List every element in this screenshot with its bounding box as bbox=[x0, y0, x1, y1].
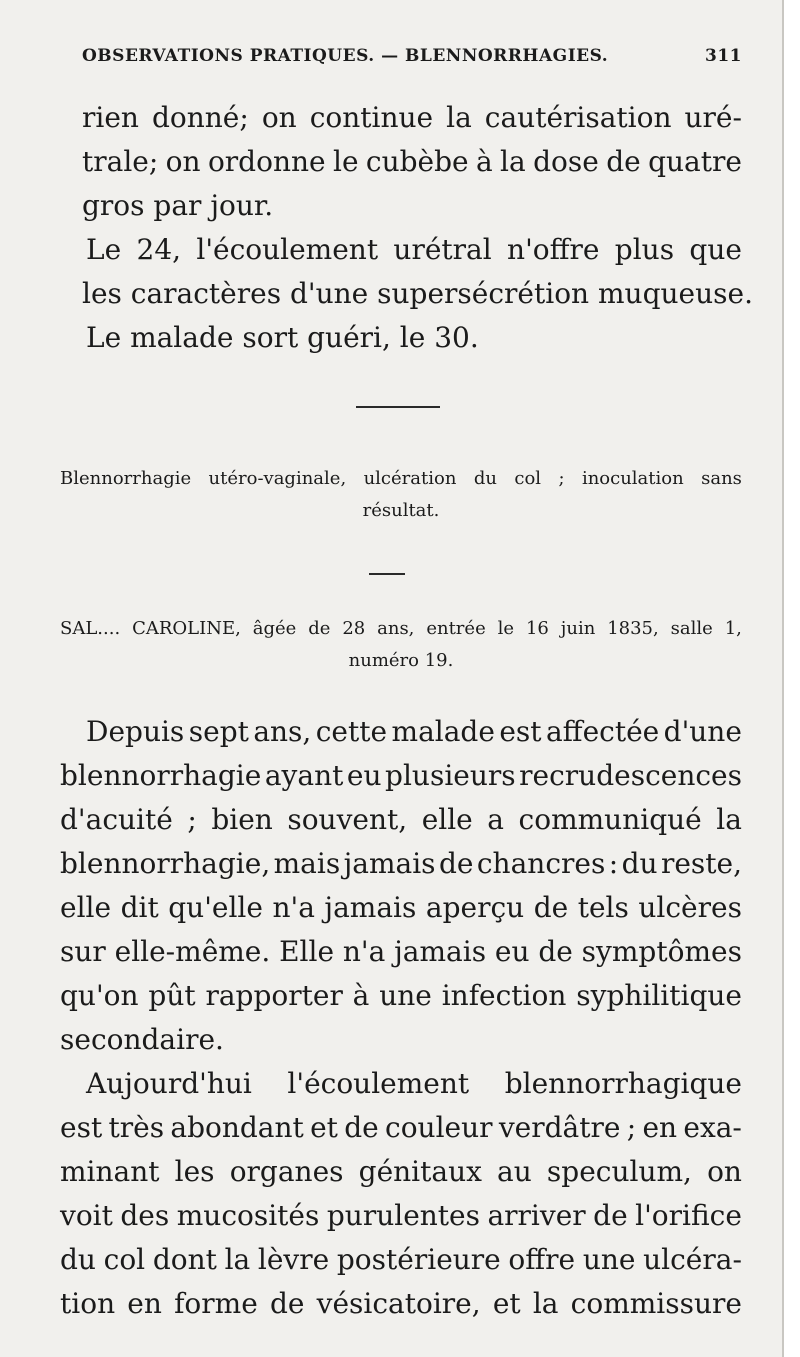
text-line: Depuis sept ans, cette malade est affectée d'une bbox=[86, 715, 742, 748]
text-line: les caractères d'une supersécrétion muqueuse. bbox=[82, 277, 753, 310]
text-line: tion en forme de vésicatoire, et la commissure bbox=[60, 1287, 742, 1320]
patient-info-line: numéro 19. bbox=[348, 650, 454, 671]
text-line: est très abondant et de couleur verdâtre ; en exa- bbox=[60, 1111, 742, 1144]
text-line: rien donné; on continue la cautérisation uré- bbox=[82, 101, 742, 134]
patient-info-line: SAL.... CAROLINE, âgée de 28 ans, entrée le 16 juin 1835, salle 1, bbox=[60, 618, 742, 639]
text-line: elle dit qu'elle n'a jamais aperçu de tels ulcères bbox=[60, 891, 742, 924]
text-line: gros par jour. bbox=[82, 189, 274, 222]
case-heading-line: résultat. bbox=[362, 500, 440, 521]
text-line: Le malade sort guéri, le 30. bbox=[86, 321, 479, 354]
text-line: sur elle-même. Elle n'a jamais eu de symptômes bbox=[60, 935, 742, 968]
text-line: blennorrhagie, mais jamais de chancres : du reste, bbox=[60, 847, 742, 880]
text-line: d'acuité ; bien souvent, elle a communiqué la bbox=[60, 803, 742, 836]
section-rule bbox=[356, 406, 440, 408]
text-line: blennorrhagie ayant eu plusieurs recrudescences bbox=[60, 759, 742, 792]
short-rule bbox=[369, 573, 405, 575]
running-head-title: OBSERVATIONS PRATIQUES. — BLENNORRHAGIES. bbox=[82, 46, 609, 66]
running-head bbox=[82, 46, 742, 66]
text-line: Aujourd'hui l'écoulement blennorrhagique bbox=[86, 1067, 742, 1100]
text-line: voit des mucosités purulentes arriver de l'orifice bbox=[60, 1199, 742, 1232]
text-line: minant les organes génitaux au speculum, on bbox=[60, 1155, 742, 1188]
case-heading-line: Blennorrhagie utéro-vaginale, ulcération du col ; inoculation sans bbox=[60, 468, 742, 489]
page-number: 311 bbox=[705, 46, 742, 66]
text-line: du col dont la lèvre postérieure offre une ulcéra- bbox=[60, 1243, 742, 1276]
text-line: Le 24, l'écoulement urétral n'offre plus que bbox=[86, 233, 742, 266]
text-line: qu'on pût rapporter à une infection syphilitique bbox=[60, 979, 742, 1012]
text-line: trale; on ordonne le cubèbe à la dose de quatre bbox=[82, 145, 742, 178]
text-line: secondaire. bbox=[60, 1023, 224, 1056]
